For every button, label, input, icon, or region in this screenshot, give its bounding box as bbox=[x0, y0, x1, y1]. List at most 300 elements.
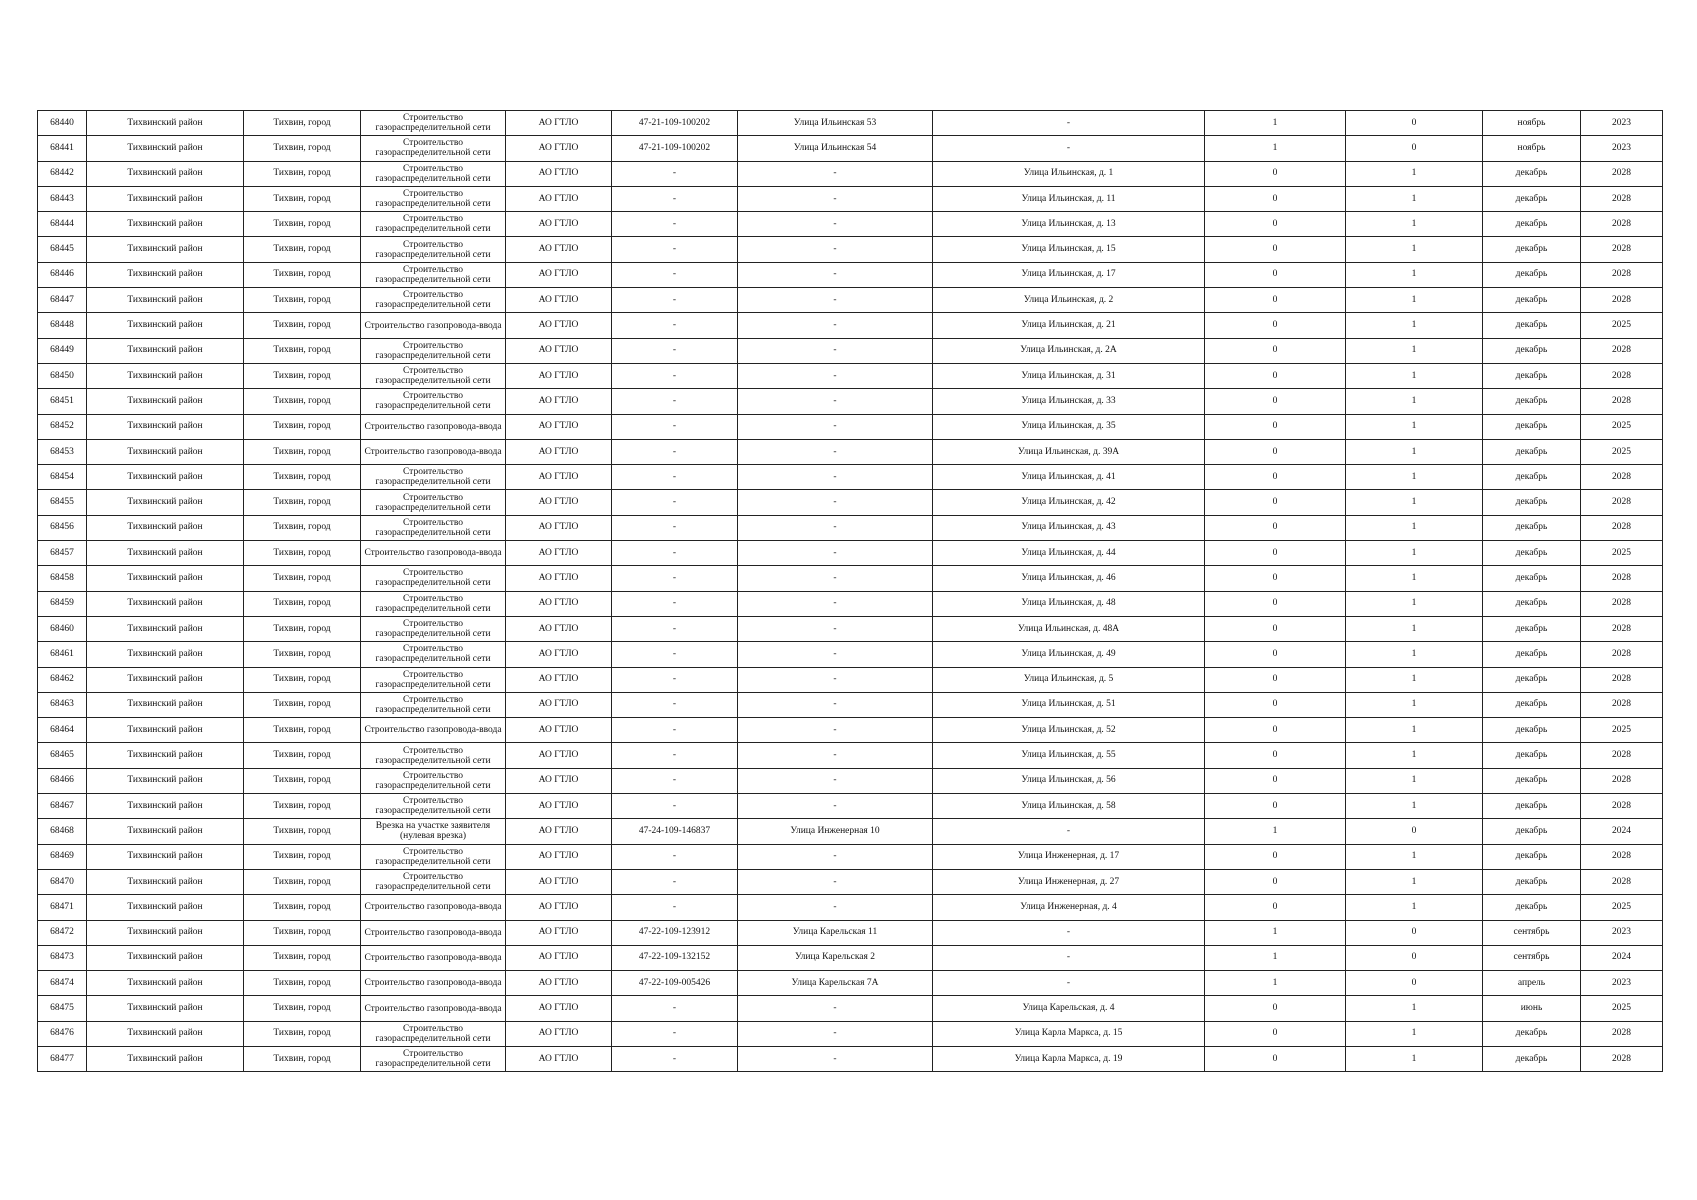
connection-address-cell: Улица Ильинская, д. 15 bbox=[933, 237, 1205, 262]
work-type-cell: Строительство газопровода-ввода bbox=[361, 414, 506, 439]
organization-cell: АО ГТЛО bbox=[506, 718, 612, 743]
year-cell: 2028 bbox=[1581, 161, 1663, 186]
year-cell: 2028 bbox=[1581, 844, 1663, 869]
month-cell: декабрь bbox=[1483, 794, 1581, 819]
work-type-cell: Строительство газопровода-ввода bbox=[361, 996, 506, 1021]
row-number-cell: 68459 bbox=[38, 591, 87, 616]
district-cell: Тихвинский район bbox=[87, 844, 244, 869]
settlement-cell: Тихвин, город bbox=[244, 414, 361, 439]
count-connected-cell: 0 bbox=[1205, 895, 1346, 920]
organization-cell: АО ГТЛО bbox=[506, 616, 612, 641]
table-row bbox=[38, 819, 1663, 844]
work-type-cell: Строительство газораспределительной сети bbox=[361, 642, 506, 667]
table-row bbox=[38, 566, 1663, 591]
settlement-cell: Тихвин, город bbox=[244, 111, 361, 136]
work-type-cell: Строительство газораспределительной сети bbox=[361, 389, 506, 414]
settlement-cell: Тихвин, город bbox=[244, 515, 361, 540]
work-type-cell: Строительство газораспределительной сети bbox=[361, 794, 506, 819]
connection-address-cell: Улица Инженерная, д. 17 bbox=[933, 844, 1205, 869]
settlement-cell: Тихвин, город bbox=[244, 819, 361, 844]
district-cell: Тихвинский район bbox=[87, 945, 244, 970]
row-number-cell: 68466 bbox=[38, 768, 87, 793]
settlement-cell: Тихвин, город bbox=[244, 262, 361, 287]
organization-cell: АО ГТЛО bbox=[506, 794, 612, 819]
year-cell: 2028 bbox=[1581, 389, 1663, 414]
row-number-cell: 68452 bbox=[38, 414, 87, 439]
object-address-cell: - bbox=[738, 794, 933, 819]
table-row bbox=[38, 794, 1663, 819]
count-connected-cell: 0 bbox=[1205, 1046, 1346, 1071]
year-cell: 2028 bbox=[1581, 1021, 1663, 1046]
gasification-table bbox=[37, 110, 1663, 1072]
row-number-cell: 68465 bbox=[38, 743, 87, 768]
table-row bbox=[38, 971, 1663, 996]
district-cell: Тихвинский район bbox=[87, 136, 244, 161]
count-planned-cell: 1 bbox=[1346, 642, 1483, 667]
year-cell: 2028 bbox=[1581, 692, 1663, 717]
connection-address-cell: - bbox=[933, 136, 1205, 161]
count-planned-cell: 0 bbox=[1346, 945, 1483, 970]
district-cell: Тихвинский район bbox=[87, 414, 244, 439]
connection-address-cell: Улица Ильинская, д. 48А bbox=[933, 616, 1205, 641]
district-cell: Тихвинский район bbox=[87, 591, 244, 616]
district-cell: Тихвинский район bbox=[87, 869, 244, 894]
month-cell: декабрь bbox=[1483, 515, 1581, 540]
table-row bbox=[38, 591, 1663, 616]
district-cell: Тихвинский район bbox=[87, 920, 244, 945]
district-cell: Тихвинский район bbox=[87, 288, 244, 313]
cadastral-number-cell: - bbox=[612, 768, 738, 793]
row-number-cell: 68471 bbox=[38, 895, 87, 920]
count-planned-cell: 1 bbox=[1346, 895, 1483, 920]
table-row bbox=[38, 920, 1663, 945]
table-row bbox=[38, 692, 1663, 717]
count-connected-cell: 0 bbox=[1205, 743, 1346, 768]
count-planned-cell: 1 bbox=[1346, 515, 1483, 540]
district-cell: Тихвинский район bbox=[87, 1046, 244, 1071]
settlement-cell: Тихвин, город bbox=[244, 338, 361, 363]
settlement-cell: Тихвин, город bbox=[244, 1021, 361, 1046]
settlement-cell: Тихвин, город bbox=[244, 667, 361, 692]
month-cell: ноябрь bbox=[1483, 111, 1581, 136]
organization-cell: АО ГТЛО bbox=[506, 743, 612, 768]
cadastral-number-cell: - bbox=[612, 844, 738, 869]
settlement-cell: Тихвин, город bbox=[244, 718, 361, 743]
table-row bbox=[38, 515, 1663, 540]
year-cell: 2028 bbox=[1581, 186, 1663, 211]
object-address-cell: - bbox=[738, 692, 933, 717]
count-connected-cell: 0 bbox=[1205, 465, 1346, 490]
district-cell: Тихвинский район bbox=[87, 667, 244, 692]
year-cell: 2028 bbox=[1581, 288, 1663, 313]
connection-address-cell: Улица Ильинская, д. 1 bbox=[933, 161, 1205, 186]
row-number-cell: 68475 bbox=[38, 996, 87, 1021]
work-type-cell: Строительство газопровода-ввода bbox=[361, 971, 506, 996]
row-number-cell: 68455 bbox=[38, 490, 87, 515]
organization-cell: АО ГТЛО bbox=[506, 768, 612, 793]
count-connected-cell: 1 bbox=[1205, 971, 1346, 996]
organization-cell: АО ГТЛО bbox=[506, 136, 612, 161]
month-cell: сентябрь bbox=[1483, 920, 1581, 945]
count-connected-cell: 0 bbox=[1205, 794, 1346, 819]
settlement-cell: Тихвин, город bbox=[244, 490, 361, 515]
organization-cell: АО ГТЛО bbox=[506, 439, 612, 464]
work-type-cell: Строительство газораспределительной сети bbox=[361, 869, 506, 894]
cadastral-number-cell: - bbox=[612, 338, 738, 363]
organization-cell: АО ГТЛО bbox=[506, 515, 612, 540]
work-type-cell: Строительство газораспределительной сети bbox=[361, 363, 506, 388]
count-planned-cell: 1 bbox=[1346, 262, 1483, 287]
organization-cell: АО ГТЛО bbox=[506, 414, 612, 439]
object-address-cell: - bbox=[738, 237, 933, 262]
cadastral-number-cell: - bbox=[612, 414, 738, 439]
object-address-cell: - bbox=[738, 439, 933, 464]
district-cell: Тихвинский район bbox=[87, 389, 244, 414]
organization-cell: АО ГТЛО bbox=[506, 920, 612, 945]
work-type-cell: Строительство газораспределительной сети bbox=[361, 1046, 506, 1071]
month-cell: декабрь bbox=[1483, 262, 1581, 287]
organization-cell: АО ГТЛО bbox=[506, 541, 612, 566]
work-type-cell: Строительство газораспределительной сети bbox=[361, 288, 506, 313]
connection-address-cell: Улица Ильинская, д. 52 bbox=[933, 718, 1205, 743]
object-address-cell: - bbox=[738, 363, 933, 388]
connection-address-cell: Улица Ильинская, д. 33 bbox=[933, 389, 1205, 414]
year-cell: 2025 bbox=[1581, 996, 1663, 1021]
cadastral-number-cell: 47-21-109-100202 bbox=[612, 136, 738, 161]
settlement-cell: Тихвин, город bbox=[244, 1046, 361, 1071]
table-body bbox=[38, 111, 1663, 1072]
district-cell: Тихвинский район bbox=[87, 794, 244, 819]
cadastral-number-cell: - bbox=[612, 288, 738, 313]
year-cell: 2028 bbox=[1581, 490, 1663, 515]
settlement-cell: Тихвин, город bbox=[244, 743, 361, 768]
count-planned-cell: 1 bbox=[1346, 161, 1483, 186]
table-row bbox=[38, 439, 1663, 464]
count-planned-cell: 1 bbox=[1346, 844, 1483, 869]
district-cell: Тихвинский район bbox=[87, 237, 244, 262]
count-connected-cell: 0 bbox=[1205, 515, 1346, 540]
settlement-cell: Тихвин, город bbox=[244, 566, 361, 591]
object-address-cell: - bbox=[738, 212, 933, 237]
year-cell: 2025 bbox=[1581, 414, 1663, 439]
count-planned-cell: 0 bbox=[1346, 971, 1483, 996]
settlement-cell: Тихвин, город bbox=[244, 212, 361, 237]
row-number-cell: 68440 bbox=[38, 111, 87, 136]
settlement-cell: Тихвин, город bbox=[244, 313, 361, 338]
connection-address-cell: Улица Ильинская, д. 35 bbox=[933, 414, 1205, 439]
count-planned-cell: 0 bbox=[1346, 920, 1483, 945]
work-type-cell: Строительство газораспределительной сети bbox=[361, 1021, 506, 1046]
settlement-cell: Тихвин, город bbox=[244, 186, 361, 211]
count-planned-cell: 1 bbox=[1346, 1046, 1483, 1071]
month-cell: декабрь bbox=[1483, 161, 1581, 186]
work-type-cell: Строительство газораспределительной сети bbox=[361, 844, 506, 869]
organization-cell: АО ГТЛО bbox=[506, 844, 612, 869]
month-cell: декабрь bbox=[1483, 465, 1581, 490]
count-connected-cell: 1 bbox=[1205, 819, 1346, 844]
settlement-cell: Тихвин, город bbox=[244, 389, 361, 414]
settlement-cell: Тихвин, город bbox=[244, 591, 361, 616]
month-cell: декабрь bbox=[1483, 313, 1581, 338]
organization-cell: АО ГТЛО bbox=[506, 566, 612, 591]
work-type-cell: Строительство газораспределительной сети bbox=[361, 465, 506, 490]
year-cell: 2025 bbox=[1581, 439, 1663, 464]
table-row bbox=[38, 363, 1663, 388]
district-cell: Тихвинский район bbox=[87, 490, 244, 515]
month-cell: декабрь bbox=[1483, 566, 1581, 591]
table-row bbox=[38, 414, 1663, 439]
table-row bbox=[38, 490, 1663, 515]
connection-address-cell: Улица Ильинская, д. 31 bbox=[933, 363, 1205, 388]
year-cell: 2023 bbox=[1581, 920, 1663, 945]
work-type-cell: Строительство газораспределительной сети bbox=[361, 515, 506, 540]
month-cell: декабрь bbox=[1483, 692, 1581, 717]
count-connected-cell: 0 bbox=[1205, 996, 1346, 1021]
table-row bbox=[38, 895, 1663, 920]
settlement-cell: Тихвин, город bbox=[244, 642, 361, 667]
count-planned-cell: 1 bbox=[1346, 667, 1483, 692]
work-type-cell: Строительство газораспределительной сети bbox=[361, 161, 506, 186]
table-row bbox=[38, 161, 1663, 186]
connection-address-cell: - bbox=[933, 111, 1205, 136]
row-number-cell: 68447 bbox=[38, 288, 87, 313]
object-address-cell: - bbox=[738, 465, 933, 490]
table-row bbox=[38, 465, 1663, 490]
cadastral-number-cell: - bbox=[612, 363, 738, 388]
count-connected-cell: 0 bbox=[1205, 262, 1346, 287]
count-connected-cell: 0 bbox=[1205, 718, 1346, 743]
table-row bbox=[38, 389, 1663, 414]
year-cell: 2028 bbox=[1581, 515, 1663, 540]
year-cell: 2025 bbox=[1581, 313, 1663, 338]
cadastral-number-cell: - bbox=[612, 718, 738, 743]
table-row bbox=[38, 718, 1663, 743]
connection-address-cell: Улица Ильинская, д. 17 bbox=[933, 262, 1205, 287]
settlement-cell: Тихвин, город bbox=[244, 768, 361, 793]
object-address-cell: - bbox=[738, 996, 933, 1021]
work-type-cell: Строительство газопровода-ввода bbox=[361, 439, 506, 464]
count-connected-cell: 0 bbox=[1205, 869, 1346, 894]
work-type-cell: Строительство газораспределительной сети bbox=[361, 212, 506, 237]
year-cell: 2028 bbox=[1581, 591, 1663, 616]
object-address-cell: - bbox=[738, 288, 933, 313]
organization-cell: АО ГТЛО bbox=[506, 869, 612, 894]
cadastral-number-cell: - bbox=[612, 1046, 738, 1071]
organization-cell: АО ГТЛО bbox=[506, 237, 612, 262]
settlement-cell: Тихвин, город bbox=[244, 439, 361, 464]
count-connected-cell: 0 bbox=[1205, 439, 1346, 464]
district-cell: Тихвинский район bbox=[87, 363, 244, 388]
table-row bbox=[38, 1046, 1663, 1071]
count-planned-cell: 0 bbox=[1346, 111, 1483, 136]
district-cell: Тихвинский район bbox=[87, 439, 244, 464]
year-cell: 2028 bbox=[1581, 642, 1663, 667]
table-row bbox=[38, 945, 1663, 970]
row-number-cell: 68463 bbox=[38, 692, 87, 717]
object-address-cell: - bbox=[738, 718, 933, 743]
connection-address-cell: Улица Ильинская, д. 5 bbox=[933, 667, 1205, 692]
year-cell: 2028 bbox=[1581, 743, 1663, 768]
district-cell: Тихвинский район bbox=[87, 642, 244, 667]
connection-address-cell: Улица Инженерная, д. 27 bbox=[933, 869, 1205, 894]
district-cell: Тихвинский район bbox=[87, 515, 244, 540]
district-cell: Тихвинский район bbox=[87, 161, 244, 186]
object-address-cell: - bbox=[738, 389, 933, 414]
year-cell: 2025 bbox=[1581, 541, 1663, 566]
object-address-cell: - bbox=[738, 591, 933, 616]
organization-cell: АО ГТЛО bbox=[506, 338, 612, 363]
count-planned-cell: 1 bbox=[1346, 743, 1483, 768]
object-address-cell: - bbox=[738, 414, 933, 439]
month-cell: декабрь bbox=[1483, 591, 1581, 616]
object-address-cell: - bbox=[738, 186, 933, 211]
count-planned-cell: 1 bbox=[1346, 439, 1483, 464]
district-cell: Тихвинский район bbox=[87, 819, 244, 844]
district-cell: Тихвинский район bbox=[87, 338, 244, 363]
count-connected-cell: 0 bbox=[1205, 490, 1346, 515]
district-cell: Тихвинский район bbox=[87, 465, 244, 490]
row-number-cell: 68449 bbox=[38, 338, 87, 363]
count-connected-cell: 0 bbox=[1205, 667, 1346, 692]
row-number-cell: 68467 bbox=[38, 794, 87, 819]
row-number-cell: 68446 bbox=[38, 262, 87, 287]
object-address-cell: - bbox=[738, 1046, 933, 1071]
work-type-cell: Строительство газораспределительной сети bbox=[361, 591, 506, 616]
settlement-cell: Тихвин, город bbox=[244, 136, 361, 161]
cadastral-number-cell: - bbox=[612, 591, 738, 616]
organization-cell: АО ГТЛО bbox=[506, 313, 612, 338]
count-connected-cell: 0 bbox=[1205, 768, 1346, 793]
table-row bbox=[38, 111, 1663, 136]
object-address-cell: - bbox=[738, 541, 933, 566]
district-cell: Тихвинский район bbox=[87, 743, 244, 768]
connection-address-cell: Улица Карла Маркса, д. 19 bbox=[933, 1046, 1205, 1071]
district-cell: Тихвинский район bbox=[87, 718, 244, 743]
work-type-cell: Строительство газораспределительной сети bbox=[361, 566, 506, 591]
row-number-cell: 68454 bbox=[38, 465, 87, 490]
connection-address-cell: Улица Ильинская, д. 46 bbox=[933, 566, 1205, 591]
count-connected-cell: 1 bbox=[1205, 136, 1346, 161]
cadastral-number-cell: - bbox=[612, 743, 738, 768]
connection-address-cell: Улица Ильинская, д. 21 bbox=[933, 313, 1205, 338]
count-planned-cell: 1 bbox=[1346, 389, 1483, 414]
month-cell: декабрь bbox=[1483, 1021, 1581, 1046]
work-type-cell: Строительство газопровода-ввода bbox=[361, 718, 506, 743]
count-planned-cell: 1 bbox=[1346, 718, 1483, 743]
month-cell: декабрь bbox=[1483, 819, 1581, 844]
table-row bbox=[38, 212, 1663, 237]
object-address-cell: Улица Карельская 11 bbox=[738, 920, 933, 945]
work-type-cell: Строительство газопровода-ввода bbox=[361, 541, 506, 566]
table-row bbox=[38, 541, 1663, 566]
count-planned-cell: 1 bbox=[1346, 186, 1483, 211]
count-connected-cell: 0 bbox=[1205, 212, 1346, 237]
object-address-cell: - bbox=[738, 642, 933, 667]
year-cell: 2023 bbox=[1581, 136, 1663, 161]
cadastral-number-cell: - bbox=[612, 212, 738, 237]
cadastral-number-cell: - bbox=[612, 262, 738, 287]
row-number-cell: 68477 bbox=[38, 1046, 87, 1071]
month-cell: декабрь bbox=[1483, 439, 1581, 464]
year-cell: 2024 bbox=[1581, 945, 1663, 970]
connection-address-cell: Улица Ильинская, д. 56 bbox=[933, 768, 1205, 793]
row-number-cell: 68476 bbox=[38, 1021, 87, 1046]
year-cell: 2028 bbox=[1581, 566, 1663, 591]
count-connected-cell: 0 bbox=[1205, 338, 1346, 363]
object-address-cell: - bbox=[738, 1021, 933, 1046]
connection-address-cell: Улица Инженерная, д. 4 bbox=[933, 895, 1205, 920]
district-cell: Тихвинский район bbox=[87, 895, 244, 920]
object-address-cell: Улица Ильинская 53 bbox=[738, 111, 933, 136]
row-number-cell: 68444 bbox=[38, 212, 87, 237]
count-planned-cell: 0 bbox=[1346, 136, 1483, 161]
cadastral-number-cell: - bbox=[612, 161, 738, 186]
year-cell: 2028 bbox=[1581, 667, 1663, 692]
month-cell: декабрь bbox=[1483, 490, 1581, 515]
count-planned-cell: 1 bbox=[1346, 541, 1483, 566]
count-planned-cell: 1 bbox=[1346, 616, 1483, 641]
month-cell: декабрь bbox=[1483, 414, 1581, 439]
cadastral-number-cell: - bbox=[612, 1021, 738, 1046]
connection-address-cell: Улица Ильинская, д. 44 bbox=[933, 541, 1205, 566]
cadastral-number-cell: - bbox=[612, 692, 738, 717]
organization-cell: АО ГТЛО bbox=[506, 389, 612, 414]
work-type-cell: Строительство газораспределительной сети bbox=[361, 490, 506, 515]
organization-cell: АО ГТЛО bbox=[506, 819, 612, 844]
work-type-cell: Строительство газопровода-ввода bbox=[361, 920, 506, 945]
row-number-cell: 68457 bbox=[38, 541, 87, 566]
connection-address-cell: Улица Ильинская, д. 48 bbox=[933, 591, 1205, 616]
organization-cell: АО ГТЛО bbox=[506, 996, 612, 1021]
table-row bbox=[38, 768, 1663, 793]
row-number-cell: 68453 bbox=[38, 439, 87, 464]
count-planned-cell: 1 bbox=[1346, 996, 1483, 1021]
object-address-cell: Улица Инженерная 10 bbox=[738, 819, 933, 844]
table-row bbox=[38, 869, 1663, 894]
object-address-cell: - bbox=[738, 895, 933, 920]
work-type-cell: Строительство газораспределительной сети bbox=[361, 111, 506, 136]
month-cell: декабрь bbox=[1483, 844, 1581, 869]
connection-address-cell: Улица Ильинская, д. 51 bbox=[933, 692, 1205, 717]
row-number-cell: 68470 bbox=[38, 869, 87, 894]
year-cell: 2028 bbox=[1581, 262, 1663, 287]
cadastral-number-cell: - bbox=[612, 186, 738, 211]
settlement-cell: Тихвин, город bbox=[244, 945, 361, 970]
organization-cell: АО ГТЛО bbox=[506, 692, 612, 717]
connection-address-cell: Улица Ильинская, д. 42 bbox=[933, 490, 1205, 515]
work-type-cell: Строительство газораспределительной сети bbox=[361, 338, 506, 363]
month-cell: декабрь bbox=[1483, 895, 1581, 920]
cadastral-number-cell: - bbox=[612, 389, 738, 414]
settlement-cell: Тихвин, город bbox=[244, 465, 361, 490]
count-connected-cell: 0 bbox=[1205, 692, 1346, 717]
cadastral-number-cell: 47-21-109-100202 bbox=[612, 111, 738, 136]
row-number-cell: 68473 bbox=[38, 945, 87, 970]
month-cell: декабрь bbox=[1483, 616, 1581, 641]
count-connected-cell: 0 bbox=[1205, 363, 1346, 388]
year-cell: 2025 bbox=[1581, 718, 1663, 743]
count-connected-cell: 1 bbox=[1205, 920, 1346, 945]
row-number-cell: 68474 bbox=[38, 971, 87, 996]
count-connected-cell: 0 bbox=[1205, 288, 1346, 313]
year-cell: 2023 bbox=[1581, 111, 1663, 136]
count-planned-cell: 1 bbox=[1346, 237, 1483, 262]
settlement-cell: Тихвин, город bbox=[244, 541, 361, 566]
cadastral-number-cell: - bbox=[612, 616, 738, 641]
month-cell: декабрь bbox=[1483, 389, 1581, 414]
count-planned-cell: 1 bbox=[1346, 1021, 1483, 1046]
year-cell: 2028 bbox=[1581, 616, 1663, 641]
